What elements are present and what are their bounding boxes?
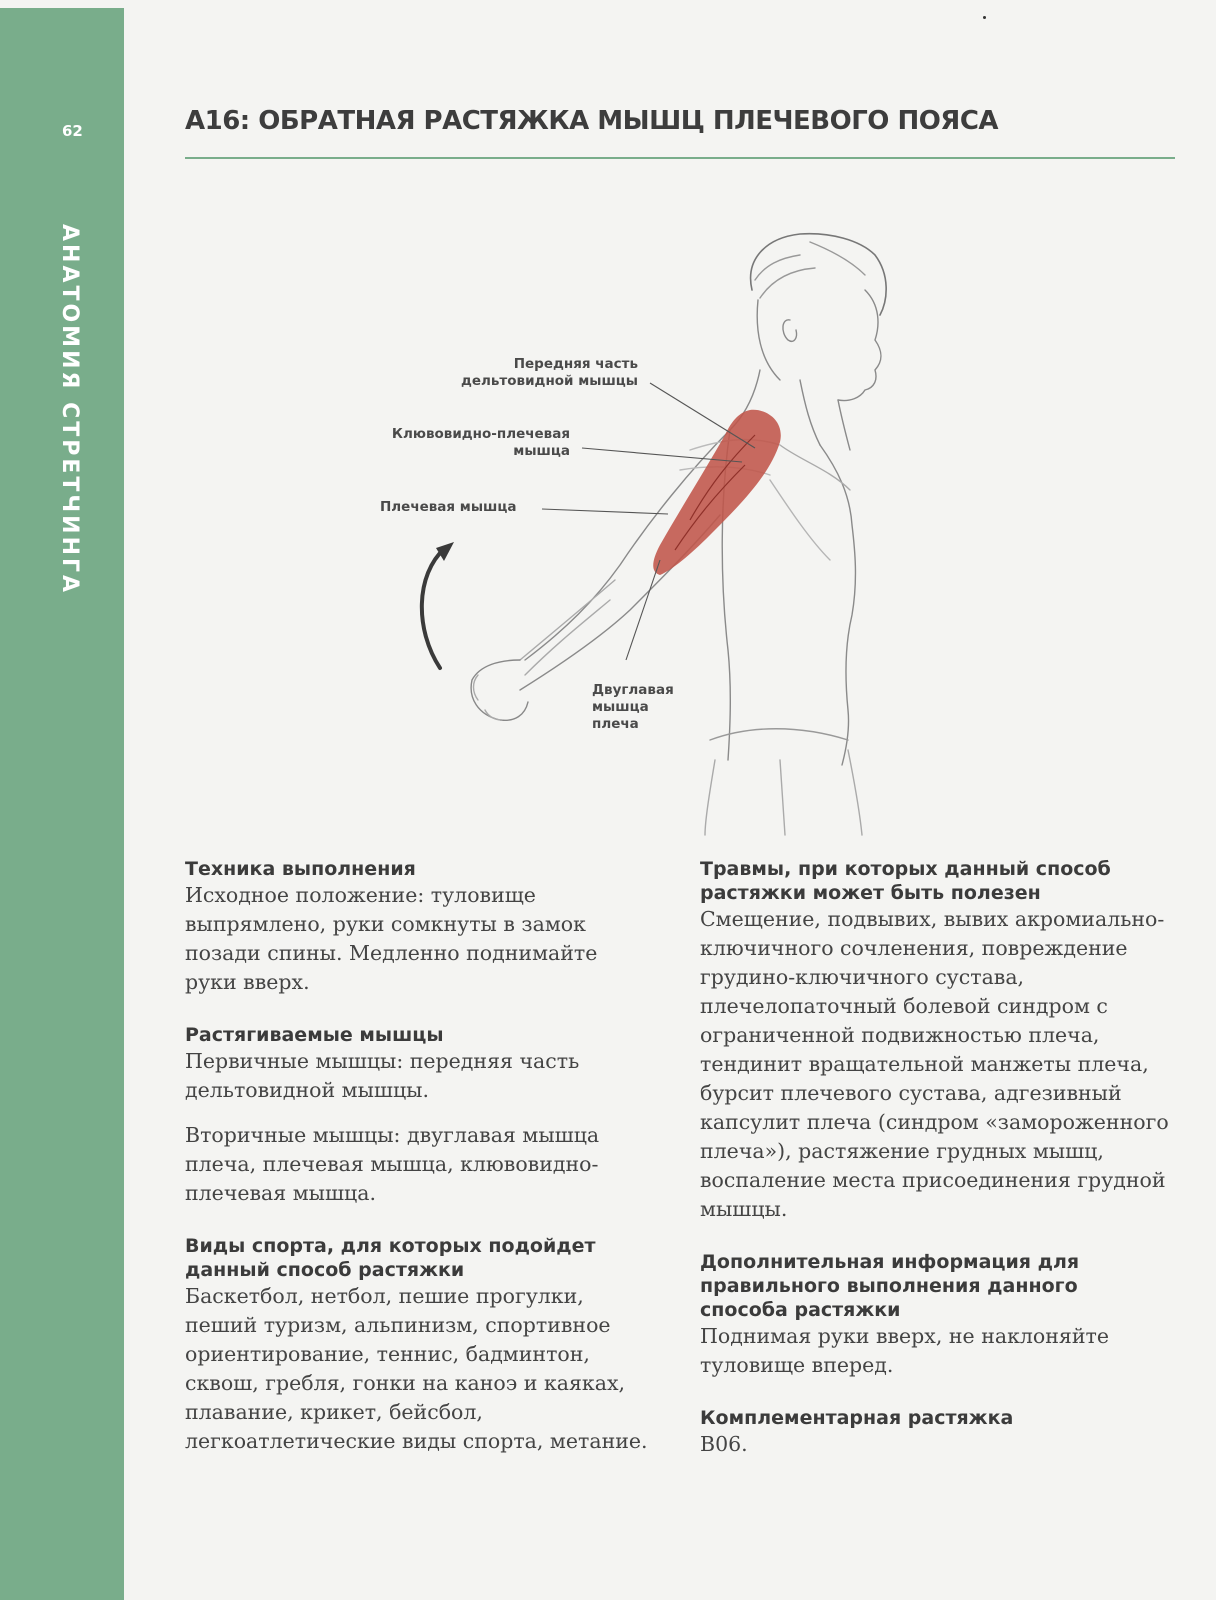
additional-text: Поднимая руки вверх, не наклоняйте туловище вперед. [700, 1324, 1109, 1377]
complementary-text: В06. [700, 1432, 748, 1456]
right-column [700, 857, 1170, 1485]
sidebar-title: АНАТОМИЯ СТРЕТЧИНГА [57, 224, 82, 596]
anatomy-figure [360, 220, 920, 840]
stretched-heading: Растягиваемые мышцы [185, 1024, 444, 1046]
sports-text: Баскетбол, нетбол, пешие прогулки, пеший туризм, альпинизм, спортивное ориентирование, теннис, бадминтон, сквош, гребля, гонки на каноэ и каяках, плавание, крикет, бейсбол, легкоатлетические виды спорта, метание. [185, 1284, 648, 1453]
technique-heading: Техника выполнения [185, 858, 416, 880]
section-complementary [700, 1406, 1170, 1459]
section-additional-info [700, 1250, 1170, 1380]
label-biceps: Двуглавая мышца плеча [592, 682, 674, 732]
label-anterior-deltoid: Передняя часть дельтовидной мышцы [460, 356, 638, 389]
left-column [185, 857, 655, 1482]
title-rule [185, 157, 1175, 159]
injuries-text: Смещение, подвывих, вывих акромиально-ключичного сочленения, повреждение грудино-ключичного сустава, плечелопаточный болевой синдром с ограниченной подвижностью плеча, тендинит вращательной манжеты плеча, бурсит плечевого сустава, адгезивный капсулит плеча (синдром «замороженного плеча»), растяжение грудных мышц, воспаление места присоединения грудной мышцы. [700, 907, 1169, 1221]
additional-heading: Дополнительная информация для правильного выполнения данного способа растяжки [700, 1251, 1080, 1321]
scan-dot [983, 16, 986, 19]
page-number: 62 [62, 122, 83, 140]
injuries-heading: Травмы, при которых данный способ растяжки может быть полезен [700, 858, 1111, 904]
sidebar-band [0, 8, 124, 1600]
primary-muscles-text: Первичные мышцы: передняя часть дельтовидной мышцы. [185, 1049, 580, 1102]
technique-text: Исходное положение: туловище выпрямлено, руки сомкнуты в замок позади спины. Медленно поднимайте руки вверх. [185, 883, 598, 994]
label-coracobrachialis: Клювовидно-плечевая мышца [391, 426, 570, 459]
secondary-muscles-text: Вторичные мышцы: двуглавая мышца плеча, плечевая мышца, клювовидно-плечевая мышца. [185, 1123, 600, 1205]
section-sports [185, 1234, 655, 1456]
figure-illustration [360, 220, 920, 840]
section-injuries [700, 857, 1170, 1224]
label-brachialis: Плечевая мышца [380, 499, 517, 515]
complementary-heading: Комплементарная растяжка [700, 1407, 1014, 1429]
section-technique [185, 857, 655, 997]
page-title: А16: ОБРАТНАЯ РАСТЯЖКА МЫШЦ ПЛЕЧЕВОГО ПОЯСА [185, 106, 999, 136]
section-stretched-muscles [185, 1023, 655, 1208]
sports-heading: Виды спорта, для которых подойдет данный способ растяжки [185, 1235, 596, 1281]
